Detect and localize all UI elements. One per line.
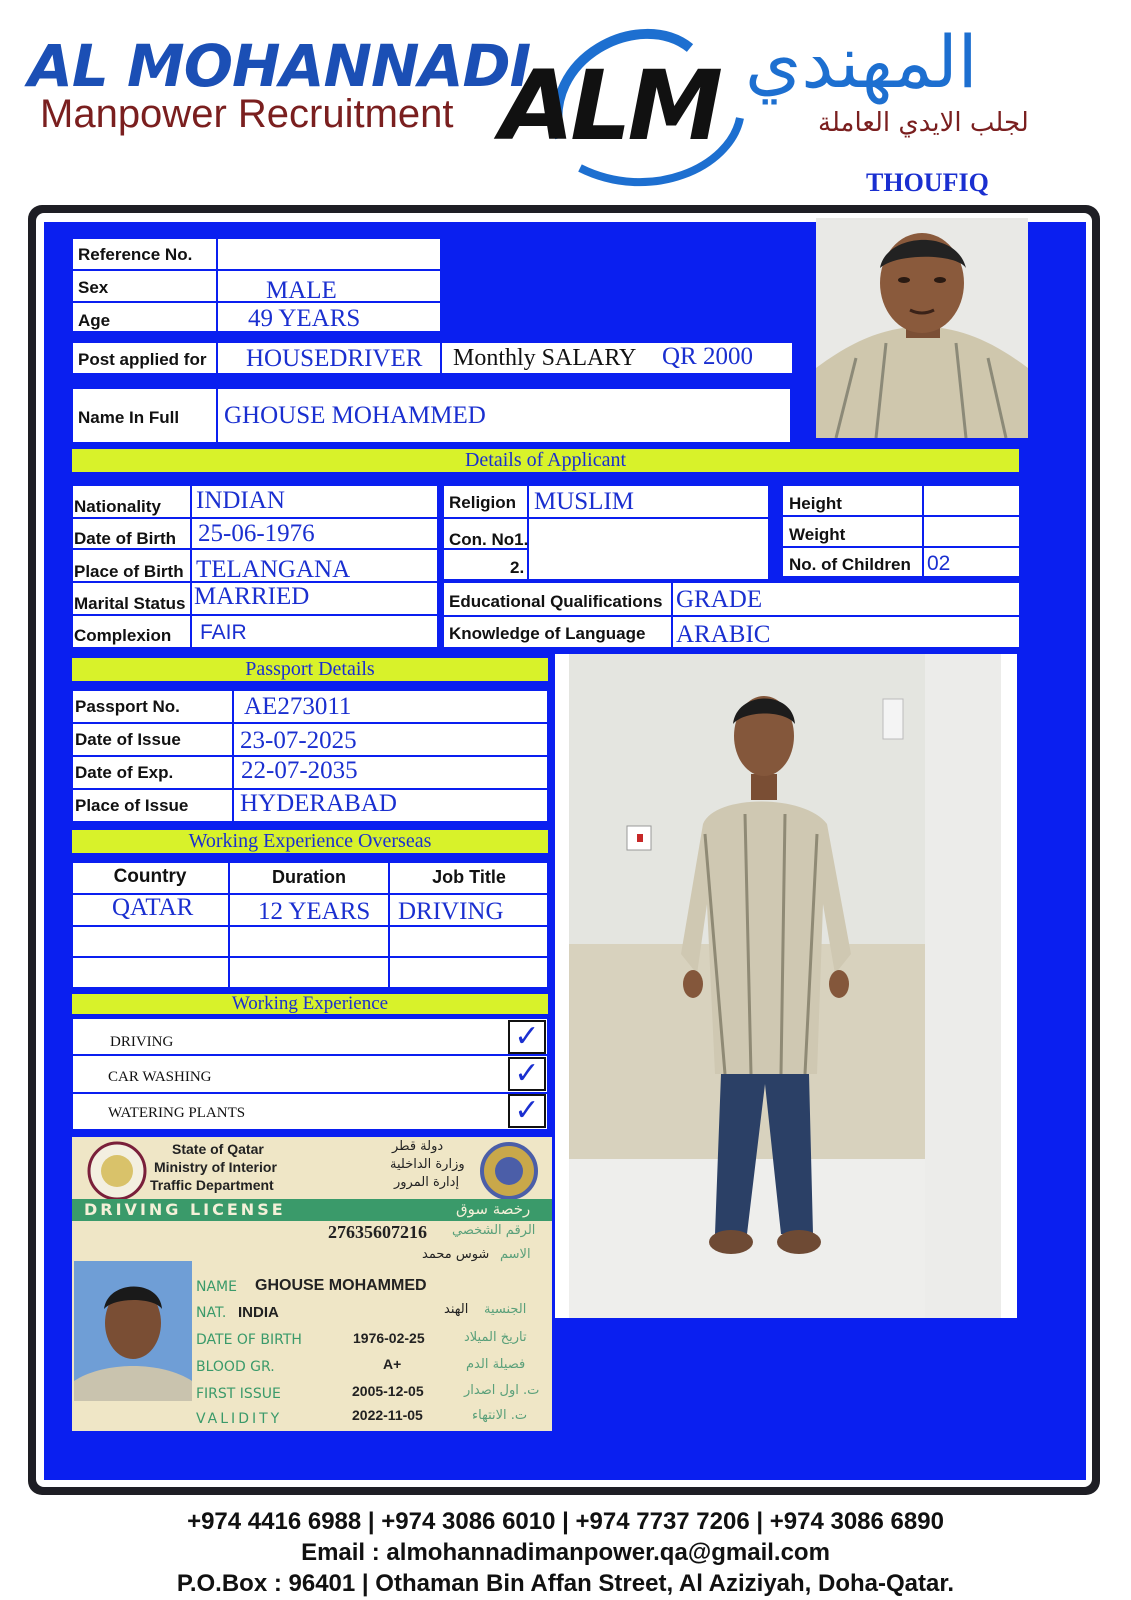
license-name-ar: شوس محمد — [422, 1247, 490, 1262]
overseas-heading: Working Experience Overseas — [72, 830, 548, 853]
license-photo — [74, 1261, 192, 1401]
license-department-ar: إدارة المرور — [394, 1175, 460, 1190]
overseas-job: DRIVING — [398, 898, 504, 925]
license-dob-ar-label: تاريخ الميلاد — [464, 1330, 527, 1345]
footer-phones: +974 4416 6988 | +974 3086 6010 | +974 7737 7206 | +974 3086 6890 — [187, 1508, 944, 1535]
license-blood-value: A+ — [383, 1356, 402, 1372]
weight-label: Weight — [789, 525, 846, 544]
complexion-label: Complexion — [74, 626, 172, 645]
driving-license-image — [72, 1137, 552, 1431]
license-validity-ar-label: ت. الانتهاء — [472, 1408, 528, 1423]
language-value: ARABIC — [676, 621, 771, 648]
traffic-emblem-icon — [474, 1139, 544, 1203]
reference-value-cell — [217, 238, 441, 270]
license-first-issue-ar-label: ت. اول اصدار — [464, 1383, 540, 1398]
license-first-issue-label: FIRST ISSUE — [196, 1386, 281, 1402]
col-country: Country — [113, 866, 187, 887]
passport-place-value: HYDERABAD — [240, 790, 397, 817]
education-value: GRADE — [676, 586, 763, 613]
alm-logo-text: ALM — [500, 50, 719, 162]
passport-heading: Passport Details — [72, 658, 548, 681]
age-label: Age — [78, 311, 111, 330]
agent-name: THOUFIQ — [866, 168, 989, 197]
license-validity-value: 2022-11-05 — [352, 1407, 423, 1423]
passport-issue-label: Date of Issue — [75, 730, 181, 749]
footer-email: Email : almohannadimanpower.qa@gmail.com — [301, 1539, 830, 1566]
experience-heading: Working Experience — [72, 994, 548, 1014]
license-name-label: NAME — [196, 1279, 237, 1295]
sex-value: MALE — [266, 277, 337, 304]
religion-label: Religion — [449, 493, 517, 512]
age-value: 49 YEARS — [248, 305, 361, 332]
marital-label: Marital Status — [74, 594, 186, 613]
complexion-value: FAIR — [200, 621, 247, 644]
checkmark-icon: ✓ — [508, 1057, 546, 1091]
passport-exp-label: Date of Exp. — [75, 763, 174, 782]
details-heading: Details of Applicant — [72, 449, 1019, 472]
salary-value: QR 2000 — [662, 343, 753, 370]
marital-value: MARRIED — [194, 583, 310, 610]
religion-value: MUSLIM — [534, 488, 635, 515]
license-department: Traffic Department — [150, 1177, 274, 1193]
license-name-value: GHOUSE MOHAMMED — [255, 1277, 427, 1294]
license-name-ar-label: الاسم — [500, 1247, 531, 1262]
license-blood-label: BLOOD GR. — [196, 1359, 275, 1375]
checkmark-icon: ✓ — [508, 1020, 546, 1054]
full-name-label: Name In Full — [78, 408, 180, 427]
license-nat-value: INDIA — [238, 1304, 279, 1321]
height-label: Height — [789, 494, 842, 513]
pob-value: TELANGANA — [196, 556, 351, 583]
pob-label: Place of Birth — [74, 562, 184, 581]
overseas-country: QATAR — [112, 894, 194, 921]
applicant-headshot — [816, 218, 1028, 438]
license-id-number: 27635607216 — [328, 1222, 427, 1242]
reference-label: Reference No. — [78, 245, 193, 264]
footer-address: P.O.Box : 96401 | Othaman Bin Affan Street, Al Aziziyah, Doha-Qatar. — [176, 1570, 955, 1597]
qatar-emblem-icon — [82, 1139, 152, 1203]
passport-exp-value: 22-07-2035 — [241, 757, 358, 784]
salary-label: Monthly SALARY — [453, 345, 637, 371]
license-validity-label: VALIDITY — [196, 1411, 283, 1427]
license-dob-label: DATE OF BIRTH — [196, 1332, 302, 1348]
children-value: 02 — [927, 552, 951, 575]
license-blood-ar-label: فصيلة الدم — [466, 1357, 526, 1372]
license-ministry: Ministry of Interior — [154, 1159, 277, 1175]
applicant-full-body-photo — [555, 654, 1017, 1318]
contact-2-label: 2. — [510, 558, 525, 577]
nationality-value: INDIAN — [196, 487, 285, 514]
brand-tagline-ar: لجلب الايدي العاملة — [818, 108, 1029, 138]
dob-label: Date of Birth — [74, 529, 176, 548]
brand-name-ar: المهندي — [745, 20, 978, 104]
license-title: DRIVING LICENSE — [84, 1200, 286, 1219]
license-state-ar: دولة قطر — [392, 1139, 444, 1154]
post-label: Post applied for — [78, 350, 207, 369]
license-nat-ar-value: الهند — [444, 1302, 469, 1317]
license-dob-value: 1976-02-25 — [353, 1330, 425, 1346]
sex-label: Sex — [78, 278, 109, 297]
experience-item: DRIVING — [110, 1034, 174, 1050]
brand-tagline-en: Manpower Recruitment — [40, 92, 454, 136]
children-label: No. of Children — [789, 555, 911, 574]
overseas-duration: 12 YEARS — [258, 898, 371, 925]
experience-item: CAR WASHING — [108, 1069, 212, 1085]
license-first-issue-value: 2005-12-05 — [352, 1383, 424, 1399]
license-nat-ar-label: الجنسية — [484, 1302, 527, 1317]
experience-item: WATERING PLANTS — [108, 1105, 246, 1121]
license-title-ar: رخصة سوق — [456, 1200, 531, 1218]
dob-value: 25-06-1976 — [198, 520, 315, 547]
nationality-label: Nationality — [74, 497, 161, 516]
license-id-label-ar: الرقم الشخصي — [452, 1223, 536, 1238]
license-ministry-ar: وزارة الداخلية — [390, 1157, 465, 1172]
col-job-title: Job Title — [432, 867, 506, 887]
education-label: Educational Qualifications — [449, 592, 663, 611]
passport-no-value: AE273011 — [244, 693, 352, 720]
language-label: Knowledge of Language — [449, 624, 646, 643]
passport-place-label: Place of Issue — [75, 796, 189, 815]
license-nat-label: NAT. — [196, 1305, 227, 1321]
col-duration: Duration — [272, 867, 346, 887]
passport-no-label: Passport No. — [75, 697, 180, 716]
checkmark-icon: ✓ — [508, 1094, 546, 1128]
post-value: HOUSEDRIVER — [246, 345, 423, 372]
contact-1-label: Con. No1. — [449, 530, 529, 549]
passport-issue-value: 23-07-2025 — [240, 727, 357, 754]
brand-name-en: AL MOHANNADI — [28, 32, 531, 100]
full-name-value: GHOUSE MOHAMMED — [224, 402, 486, 429]
license-state: State of Qatar — [172, 1141, 264, 1157]
